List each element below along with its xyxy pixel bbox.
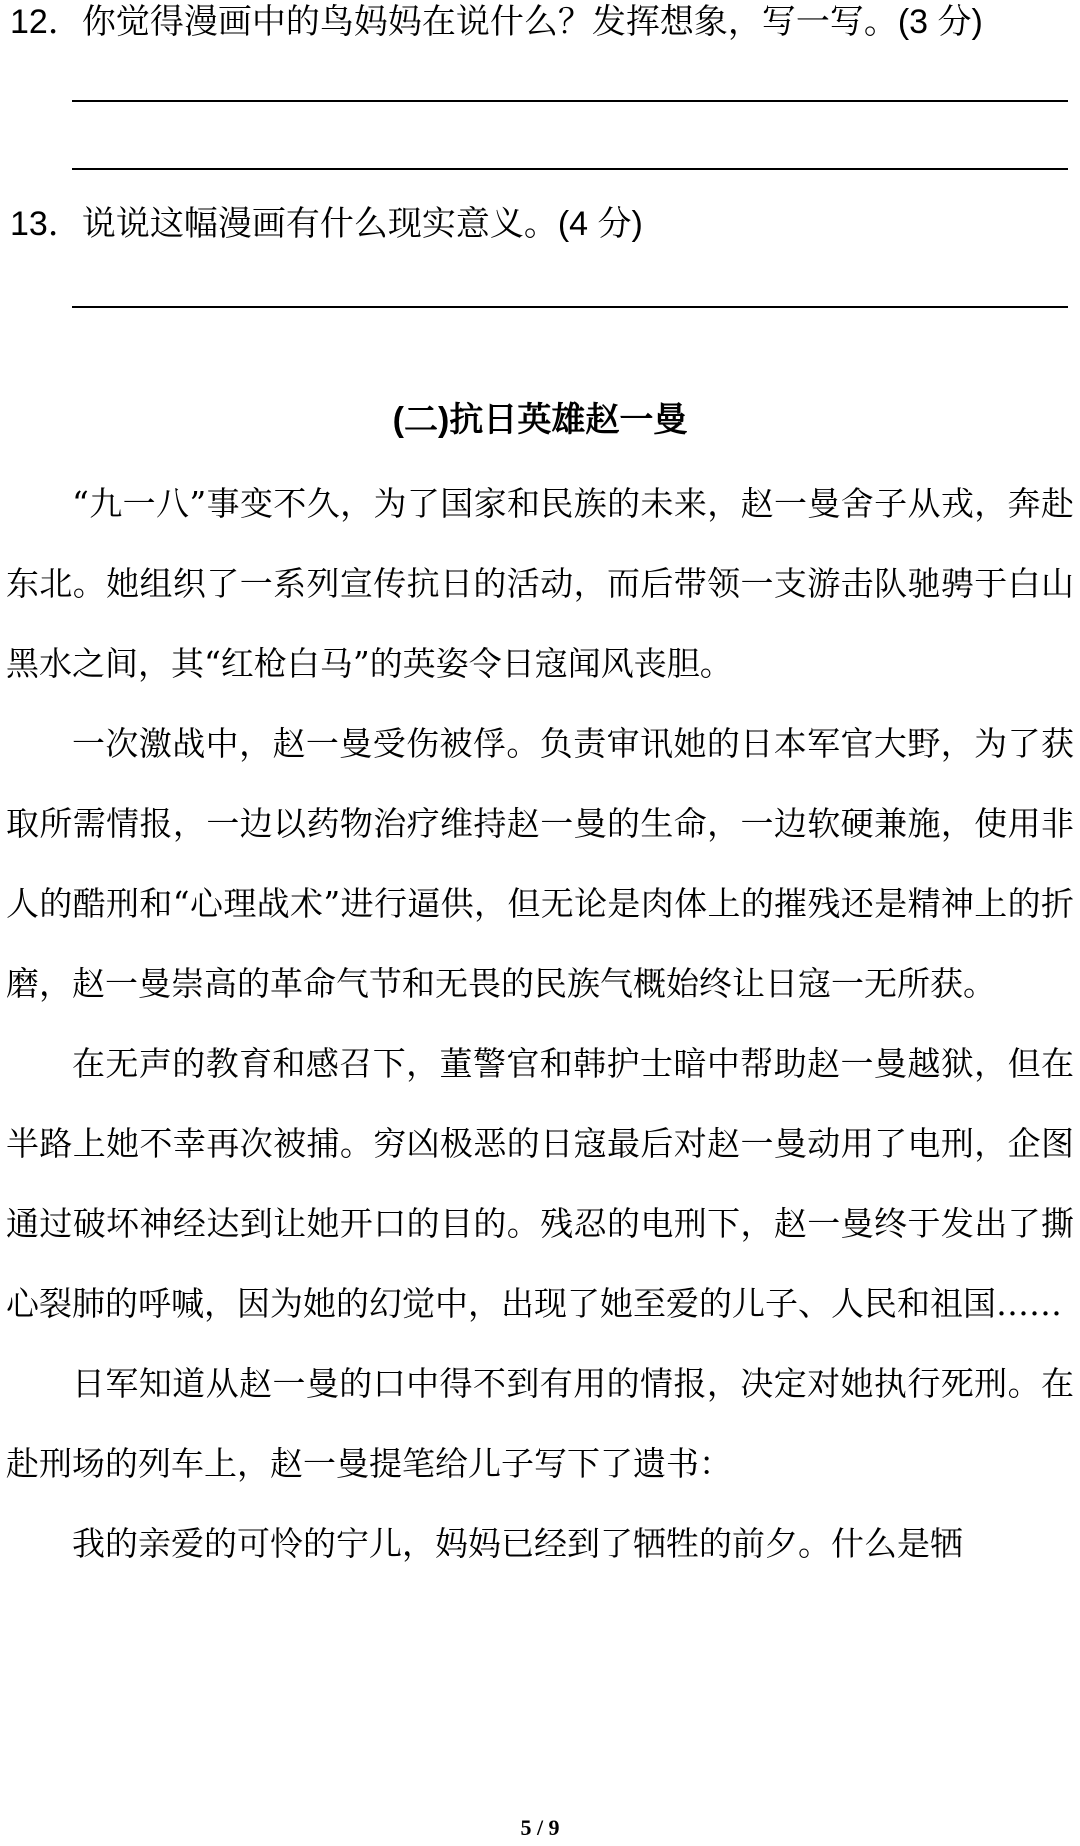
passage-paragraph: 在无声的教育和感召下，董警官和韩护士暗中帮助赵一曼越狱，但在半路上她不幸再次被捕。穷凶极恶的日寇最后对赵一曼动用了电刑，企图通过破坏神经达到让她开口的目的。残忍的电刑下，赵一曼终于发出了撕心裂肺的呼喊，因为她的幻觉中，出现了她至爱的儿子、人民和祖国…… bbox=[6, 1044, 1074, 1323]
answer-line-q12-1[interactable] bbox=[72, 100, 1068, 102]
passage-paragraph: 一次激战中，赵一曼受伤被俘。负责审讯她的日本军官大野，为了获取所需情报，一边以药物治疗维持赵一曼的生命，一边软硬兼施，使用非人的酷刑和“心理战术”进行逼供，但无论是肉体上的摧残还是精神上的折磨，赵一曼崇高的革命气节和无畏的民族气概始终让日寇一无所获。 bbox=[6, 724, 1074, 1003]
answer-line-q12-2[interactable] bbox=[72, 168, 1068, 170]
page-number: 5 / 9 bbox=[520, 1815, 560, 1840]
passage-paragraph: 我的亲爱的可怜的宁儿，妈妈已经到了牺牲的前夕。什么是牺 bbox=[72, 1524, 963, 1563]
section-title: (二)抗日英雄赵一曼 bbox=[392, 401, 688, 439]
passage-body bbox=[6, 464, 1074, 1584]
passage-paragraph: “九一八”事变不久，为了国家和民族的未来，赵一曼舍子从戎，奔赴东北。她组织了一系列宣传抗日的活动，而后带领一支游击队驰骋于白山黑水之间，其“红枪白马”的英姿令日寇闻风丧胆。 bbox=[6, 484, 1074, 683]
passage-paragraph: 日军知道从赵一曼的口中得不到有用的情报，决定对她执行死刑。在赴刑场的列车上，赵一曼提笔给儿子写下了遗书： bbox=[6, 1364, 1074, 1483]
question-12: 12．你觉得漫画中的鸟妈妈在说什么？发挥想象，写一写。(3 分) bbox=[10, 3, 983, 41]
answer-line-q13-1[interactable] bbox=[72, 306, 1068, 308]
question-13: 13．说说这幅漫画有什么现实意义。(4 分) bbox=[10, 205, 643, 243]
